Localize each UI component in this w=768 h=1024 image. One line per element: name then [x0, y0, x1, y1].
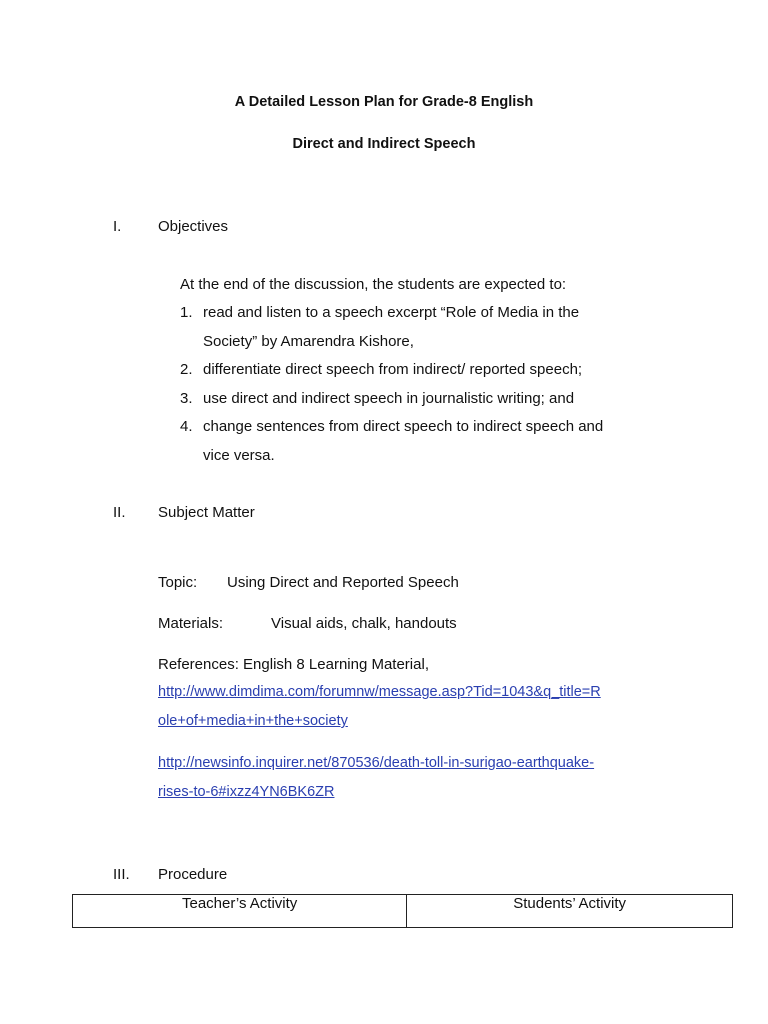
procedure-table: [72, 894, 733, 928]
references-label: References: English 8 Learning Material,: [158, 656, 429, 673]
reference-link-2-continued[interactable]: rises-to-6#ixzz4YN6BK6ZR: [158, 784, 335, 800]
objective-number: 1.: [180, 304, 193, 321]
reference-link-1-continued[interactable]: ole+of+media+in+the+society: [158, 713, 348, 729]
objective-number: 3.: [180, 390, 193, 407]
objective-text: use direct and indirect speech in journalistic writing; and: [203, 390, 575, 407]
section-1-heading: Objectives: [158, 218, 229, 235]
objective-number: 2.: [180, 361, 193, 378]
section-1-numeral: I.: [113, 218, 122, 235]
section-3-heading: Procedure: [158, 866, 228, 883]
objective-text-continued: vice versa.: [203, 447, 275, 464]
objective-text-continued: Society” by Amarendra Kishore,: [203, 333, 414, 350]
objective-text: change sentences from direct speech to indirect speech and: [203, 418, 604, 435]
materials-label: Materials:: [158, 615, 224, 632]
objectives-intro: At the end of the discussion, the students are expected to:: [180, 276, 567, 293]
section-2-heading: Subject Matter: [158, 504, 255, 521]
reference-link-1[interactable]: http://www.dimdima.com/forumnw/message.asp?Tid=1043&q_title=R: [158, 684, 601, 700]
objective-number: 4.: [180, 418, 193, 435]
objective-text: differentiate direct speech from indirect/ reported speech;: [203, 361, 583, 378]
topic-value: Using Direct and Reported Speech: [227, 574, 459, 591]
section-2-numeral: II.: [113, 504, 126, 521]
topic-label: Topic:: [158, 574, 198, 591]
reference-link-2[interactable]: http://newsinfo.inquirer.net/870536/death-toll-in-surigao-earthquake-: [158, 755, 595, 771]
document-subtitle: Direct and Indirect Speech: [292, 136, 476, 152]
procedure-table-header-row: [73, 895, 733, 928]
teachers-activity-header: Teacher’s Activity: [73, 895, 407, 928]
document-title: A Detailed Lesson Plan for Grade-8 English: [234, 94, 534, 110]
materials-value: Visual aids, chalk, handouts: [271, 615, 457, 632]
objective-text: read and listen to a speech excerpt “Role of Media in the: [203, 304, 580, 321]
section-3-numeral: III.: [113, 866, 130, 883]
students-activity-header: Students’ Activity: [407, 895, 733, 928]
